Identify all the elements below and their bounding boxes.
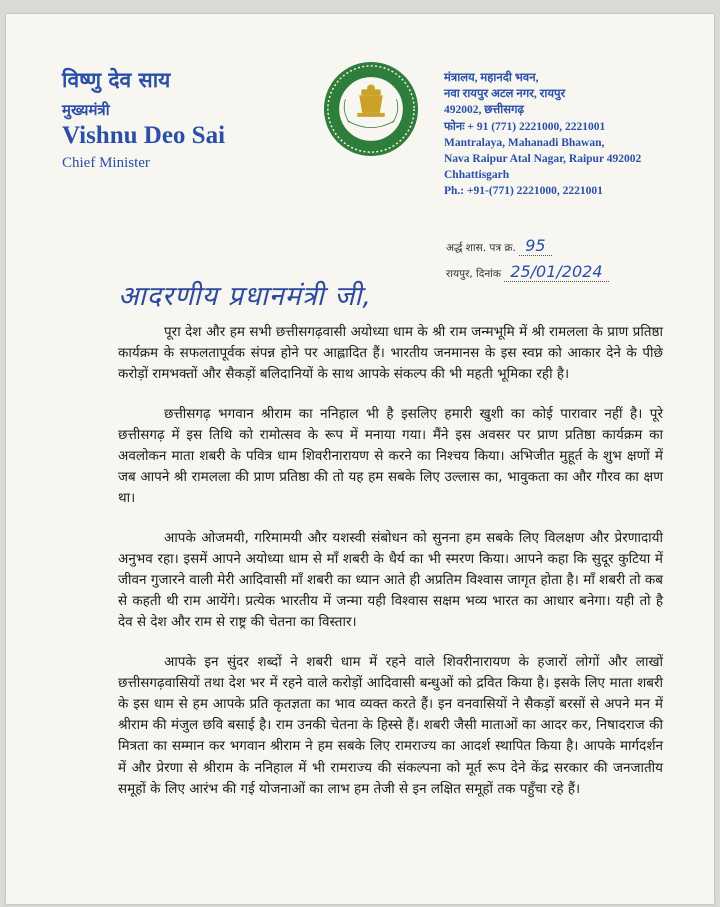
address-line: Mantralaya, Mahanadi Bhawan,: [444, 136, 605, 149]
address-line: नवा रायपुर अटल नगर, रायपुर: [444, 88, 566, 101]
body-paragraph: आपके इन सुंदर शब्दों ने शबरी धाम में रहने वाले शिवरीनारायण के हजारों लोगों और लाखों छत्तीसगढ़वासियों तथा देश भर में रहने वाले करोड़ों आदिवासी बन्धुओं को द्रवित किया है। इसके लिए माता शबरी के इस धाम से हम आपके प्रति कृतज्ञता का भाव व्यक्त करते हैं। इन वनवासियों ने सैकड़ों बरसों से अपने मन में श्रीराम की मंजुल छवि बसाई है। राम उनकी चेतना के हिस्से हैं। शबरी जैसी माताओं का आदर कर, निषादराज की मित्रता का सम्मान कर भगवान श्रीराम ने हम सबके लिए रामराज्य का आदर्श स्थापित किया है। आपके मार्गदर्शन में और प्रेरणा से श्रीराम के ननिहाल में भी रामराज्य की संकल्पना को मूर्त रूप देने केंद्र सरकार की जनजातीय समूहों के लिए आरंभ की गई योजनाओं का लाभ हम तेजी से इन लक्षित समूहों तक पहुँचा रहे हैं।: [118, 653, 663, 797]
sender-name-hindi: विष्णु देव साय: [62, 67, 171, 92]
address-line: Nava Raipur Atal Nagar, Raipur 492002: [444, 153, 642, 166]
letter-reference-number: [446, 236, 552, 255]
address-line: Chhattisgarh: [444, 169, 510, 182]
letter-date: [446, 262, 609, 281]
sender-role-english: Chief Minister: [62, 155, 150, 171]
letter-body: [118, 322, 663, 818]
reference-number-label: अर्द्ध शास. पत्र क्र.: [446, 242, 516, 254]
sender-address: [444, 70, 714, 200]
address-line: 492002, छत्तीसगढ़: [444, 104, 524, 117]
body-paragraph: छत्तीसगढ़ भगवान श्रीराम का ननिहाल भी है इसलिए हमारी खुशी का कोई पारावार नहीं है। पूरे छत्तीसगढ़ में इस तिथि को रामोत्सव के रूप में मनाया गया। मैंने इस अवसर पर प्राण प्रतिष्ठा कार्यक्रम का अवलोकन माता शबरी के पवित्र धाम शिवरीनारायण से करने का निश्चय किया। अभिजीत मुहूर्त के शुभ क्षणों में जब आपने श्री रामलला की प्राण प्रतिष्ठा की तो यह हम सबके लिए उल्लास का, भावुकता का और गौरव का क्षण था।: [118, 405, 663, 507]
sender-role-hindi: मुख्यमंत्री: [62, 101, 110, 119]
address-line: Ph.: +91-(771) 2221000, 2221001: [444, 185, 603, 198]
salutation: आदरणीय प्रधानमंत्री जी,: [118, 281, 372, 312]
address-line: फोनः + 91 (771) 2221000, 2221001: [444, 120, 606, 133]
body-paragraph: आपके ओजमयी, गरिमामयी और यशस्वी संबोधन को सुनना हम सबके लिए विलक्षण और प्रेरणादायी अनुभव रहा। इसमें आपने अयोध्या धाम से माँ शबरी के धैर्य का भी स्मरण किया। आपने कहा कि सुदूर कुटिया में जीवन गुजारने वाली मेरी आदिवासी माँ शबरी का ध्यान आते ही अप्रतिम विश्वास जागृत होता है। माँ शबरी तो कब से कहती थी राम आयेंगे। प्रत्येक भारतीय में जन्मा यही विश्वास सक्षम भव्य भारत का आधार बनेगा। यही तो है देव से देश और राम से राष्ट्र की चेतना का विस्तार।: [118, 529, 663, 631]
date-value: 25/01/2024: [504, 262, 608, 282]
address-line: मंत्रालय, महानदी भवन,: [444, 72, 539, 84]
reference-number-value: 95: [519, 236, 551, 256]
state-emblem-icon: [322, 60, 420, 158]
letter-page: [6, 14, 714, 904]
body-paragraph: पूरा देश और हम सभी छत्तीसगढ़वासी अयोध्या धाम के श्री राम जन्मभूमि में श्री रामलला के प्राण प्रतिष्ठा कार्यक्रम के सफलतापूर्वक संपन्न होने पर आह्लादित हैं। भारतीय जनमानस के इस स्वप्न को आकार देने के पीछे करोड़ों रामभक्तों और सैकड़ों बलिदानियों के साथ आपके संकल्प की भी महती भूमिका रही है।: [118, 324, 663, 383]
sender-name-english: Vishnu Deo Sai: [62, 122, 226, 149]
date-label: रायपुर, दिनांक: [446, 268, 501, 280]
